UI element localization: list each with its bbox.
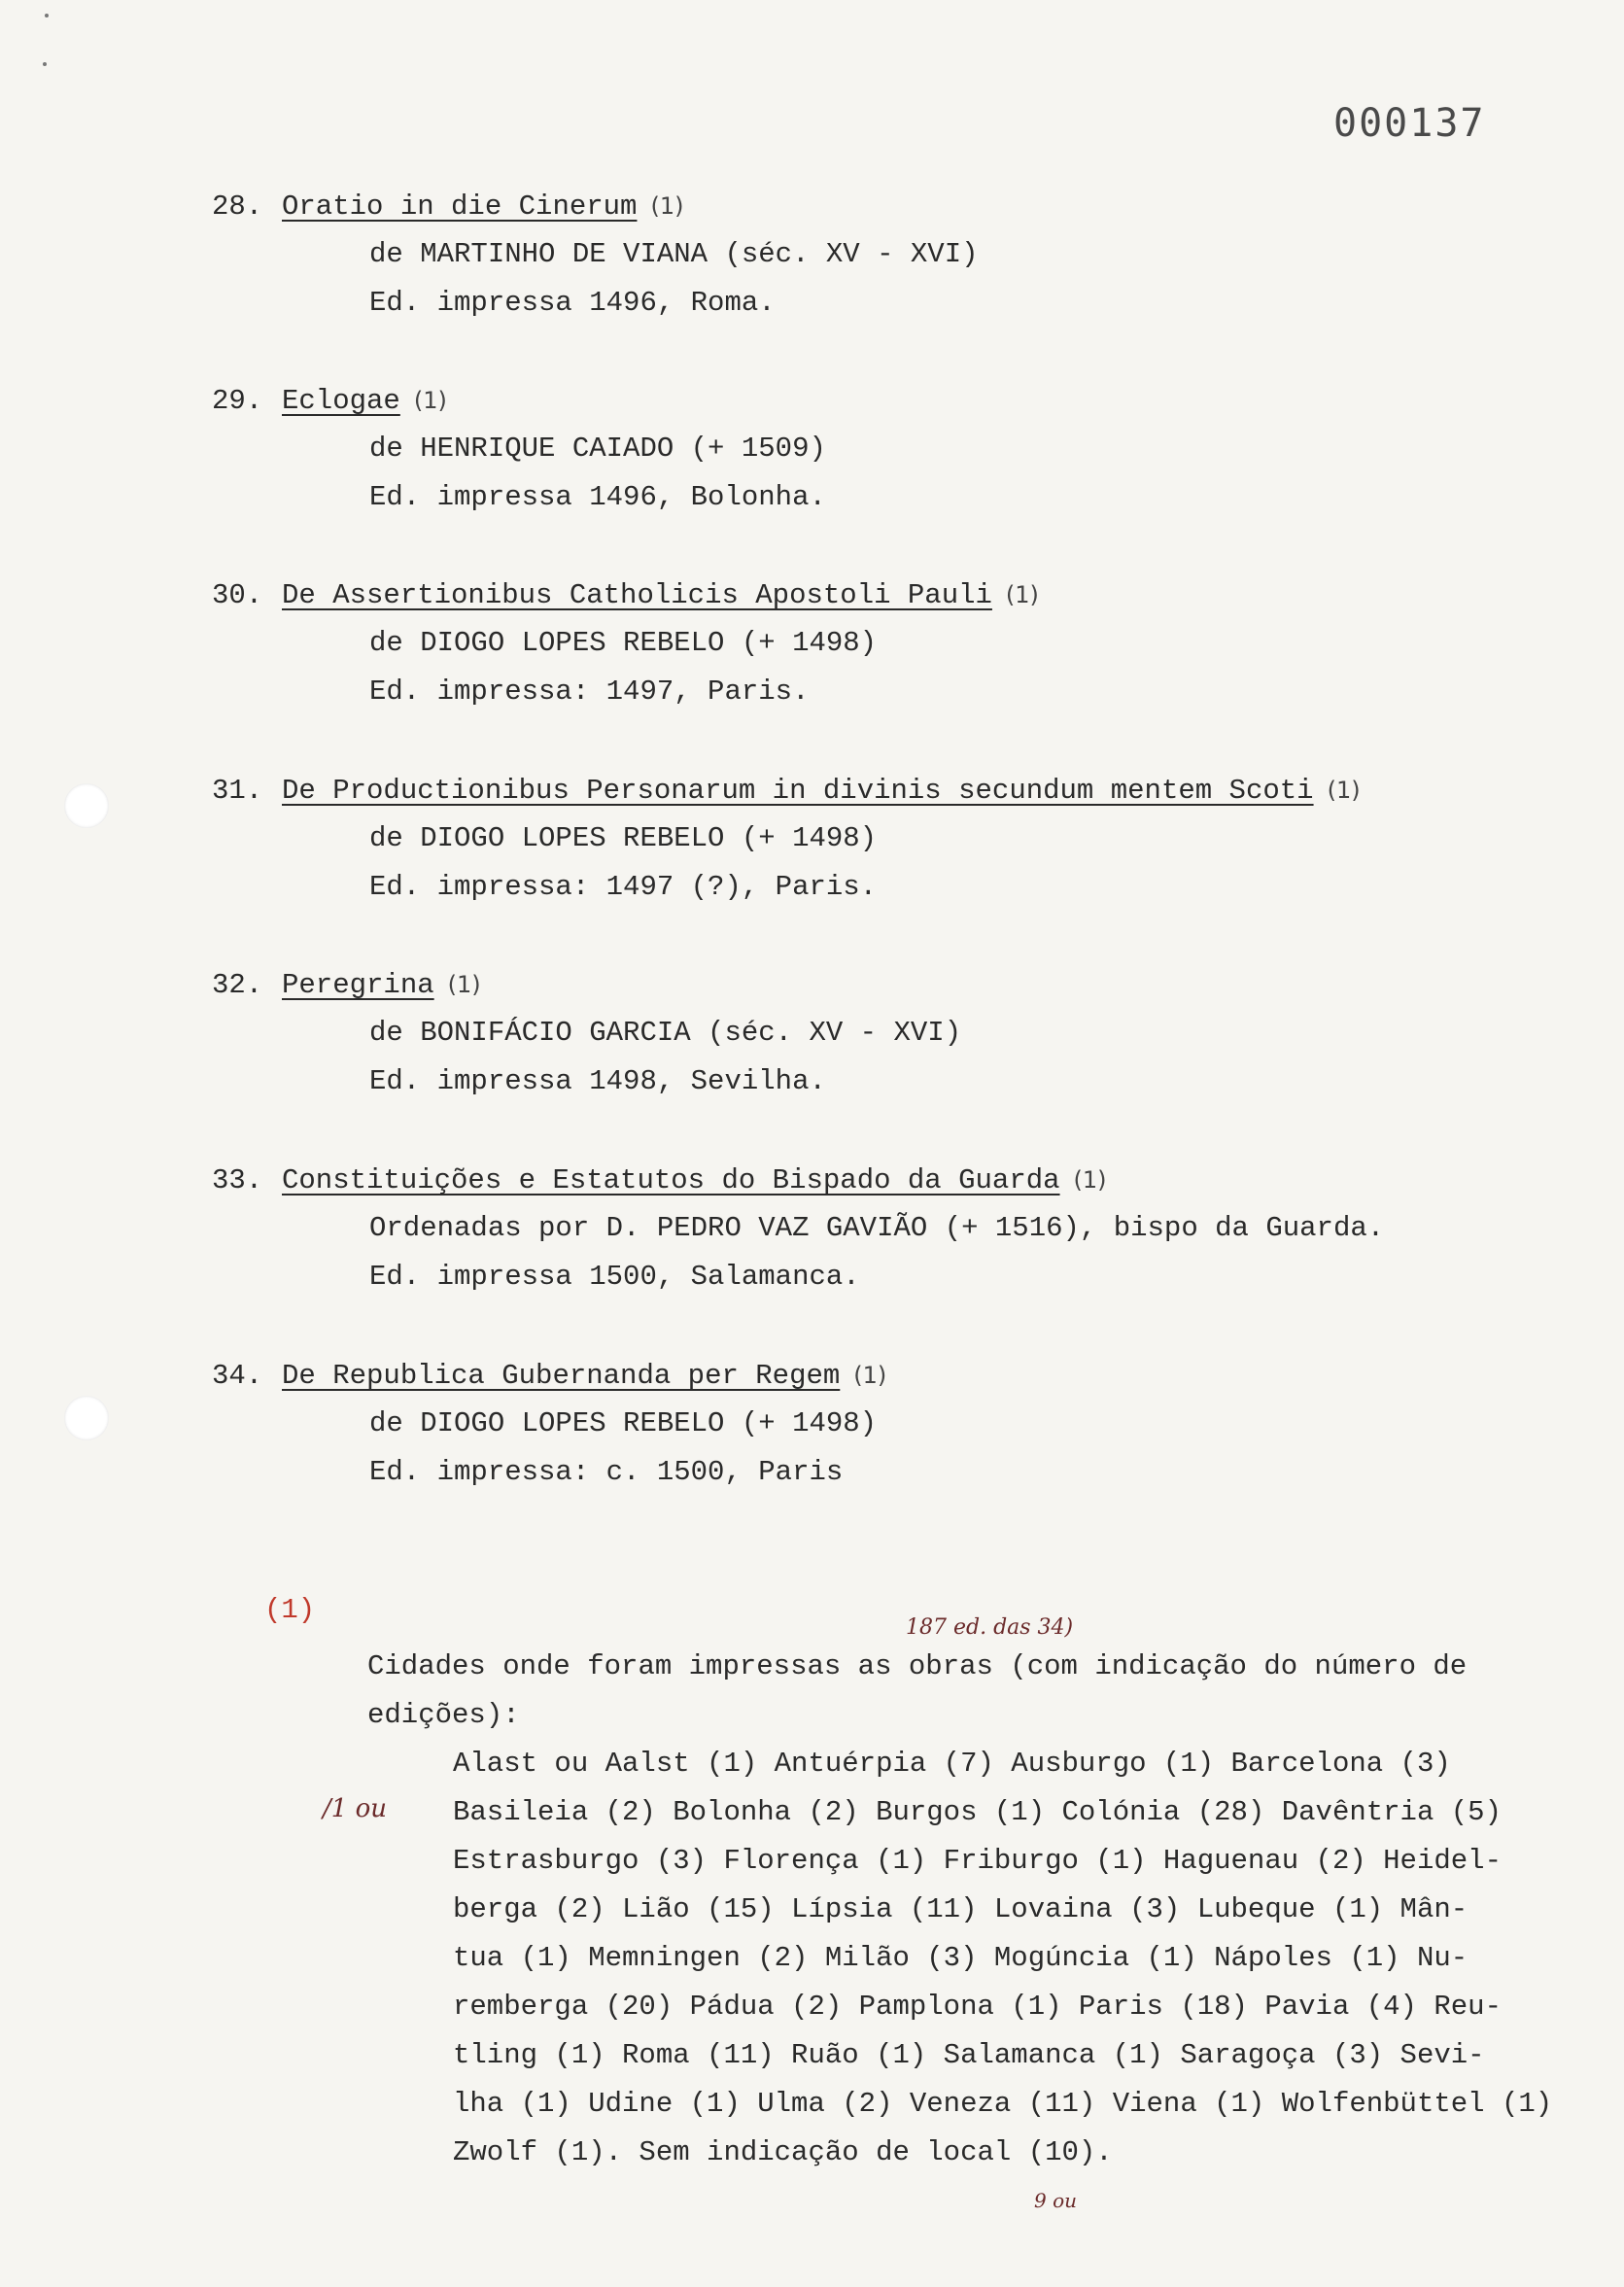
footnote-reference: (1) <box>853 1362 887 1389</box>
entry-author: de BONIFÁCIO GARCIA (séc. XV - XVI) <box>369 1017 962 1049</box>
entry-number: 33. <box>212 1164 263 1196</box>
entry-28 <box>212 182 1475 328</box>
paper-speck <box>43 62 47 66</box>
entry-32 <box>212 960 1475 1106</box>
footnote-reference: (1) <box>413 387 447 414</box>
city-list-line: tua (1) Memningen (2) Milão (3) Mogúncia (1) Nápoles (1) Nu- <box>453 1942 1469 1974</box>
entry-author: de MARTINHO DE VIANA (séc. XV - XVI) <box>369 238 979 270</box>
footnote-marker: (1) <box>264 1594 316 1626</box>
entry-author: de HENRIQUE CAIADO (+ 1509) <box>369 433 826 465</box>
handwritten-note-margin: /1 ou <box>323 1794 387 1823</box>
entry-title: Oratio in die Cinerum <box>282 191 638 223</box>
entry-29 <box>212 376 1475 522</box>
entry-heading <box>212 766 1475 814</box>
punch-hole <box>64 783 109 828</box>
entry-title: De Republica Gubernanda per Regem <box>282 1360 841 1392</box>
punch-hole <box>64 1396 109 1440</box>
city-list-line: berga (2) Lião (15) Lípsia (11) Lovaina (3) Lubeque (1) Mân- <box>453 1893 1469 1925</box>
entry-edition: Ed. impressa 1498, Sevilha. <box>369 1065 826 1097</box>
entry-heading <box>212 182 1475 230</box>
entry-edition: Ed. impressa: c. 1500, Paris <box>369 1456 844 1488</box>
footnote-reference: (1) <box>1327 777 1361 804</box>
entry-34 <box>212 1351 1475 1497</box>
entry-number: 31. <box>212 775 263 807</box>
entry-edition: Ed. impressa: 1497 (?), Paris. <box>369 871 878 903</box>
footnote-intro-line: edições): <box>367 1699 520 1731</box>
entry-heading <box>212 571 1475 619</box>
city-list-line: Zwolf (1). Sem indicação de local (10). <box>453 2136 1113 2168</box>
entry-author: de DIOGO LOPES REBELO (+ 1498) <box>369 822 878 854</box>
entry-author: Ordenadas por D. PEDRO VAZ GAVIÃO (+ 1516), bispo da Guarda. <box>369 1212 1385 1244</box>
entry-heading <box>212 376 1475 425</box>
page-number: 000137 <box>1333 101 1486 146</box>
city-list-line: lha (1) Udine (1) Ulma (2) Veneza (11) Viena (1) Wolfenbüttel (1) <box>453 2088 1553 2120</box>
city-list-line: Basileia (2) Bolonha (2) Burgos (1) Colónia (28) Davêntria (5) <box>453 1796 1502 1828</box>
entry-heading <box>212 960 1475 1009</box>
entry-30 <box>212 571 1475 716</box>
footnote-reference: (1) <box>1005 581 1039 608</box>
city-list-line: tling (1) Roma (11) Ruão (1) Salamanca (1) Saragoça (3) Sevi- <box>453 2039 1485 2071</box>
handwritten-note-below: 9 ou <box>1034 2189 1078 2212</box>
entry-edition: Ed. impressa: 1497, Paris. <box>369 676 810 708</box>
entry-edition: Ed. impressa 1500, Salamanca. <box>369 1261 860 1293</box>
city-list-line: remberga (20) Pádua (2) Pamplona (1) Paris (18) Pavia (4) Reu- <box>453 1991 1502 2023</box>
footnote-reference: (1) <box>447 971 481 998</box>
entry-number: 34. <box>212 1360 263 1392</box>
footnote-intro-line: Cidades onde foram impressas as obras (com indicação do número de <box>367 1650 1468 1682</box>
entry-33 <box>212 1156 1475 1301</box>
city-list-line: Estrasburgo (3) Florença (1) Friburgo (1) Haguenau (2) Heidel- <box>453 1845 1502 1877</box>
paper-speck <box>45 14 49 17</box>
entry-title: De Assertionibus Catholicis Apostoli Pauli <box>282 579 992 611</box>
footnote-intro <box>367 1643 1534 1740</box>
city-list <box>453 1740 1600 2177</box>
entry-number: 28. <box>212 191 263 223</box>
entry-edition: Ed. impressa 1496, Roma. <box>369 287 776 319</box>
handwritten-note-above: 187 ed. das 34) <box>906 1615 1074 1640</box>
entry-title: Constituições e Estatutos do Bispado da Guarda <box>282 1164 1060 1196</box>
entry-number: 32. <box>212 969 263 1001</box>
entry-31 <box>212 766 1475 912</box>
entry-edition: Ed. impressa 1496, Bolonha. <box>369 481 826 513</box>
entry-author: de DIOGO LOPES REBELO (+ 1498) <box>369 1407 878 1439</box>
entry-heading <box>212 1156 1475 1204</box>
footnote-reference: (1) <box>650 192 684 220</box>
entry-author: de DIOGO LOPES REBELO (+ 1498) <box>369 627 878 659</box>
entry-title: De Productionibus Personarum in divinis secundum mentem Scoti <box>282 775 1314 807</box>
entry-number: 29. <box>212 385 263 417</box>
footnote-reference: (1) <box>1073 1166 1107 1194</box>
entry-number: 30. <box>212 579 263 611</box>
city-list-line: Alast ou Aalst (1) Antuérpia (7) Ausburgo (1) Barcelona (3) <box>453 1748 1451 1780</box>
entry-heading <box>212 1351 1475 1400</box>
entry-title: Peregrina <box>282 969 434 1001</box>
entry-title: Eclogae <box>282 385 400 417</box>
